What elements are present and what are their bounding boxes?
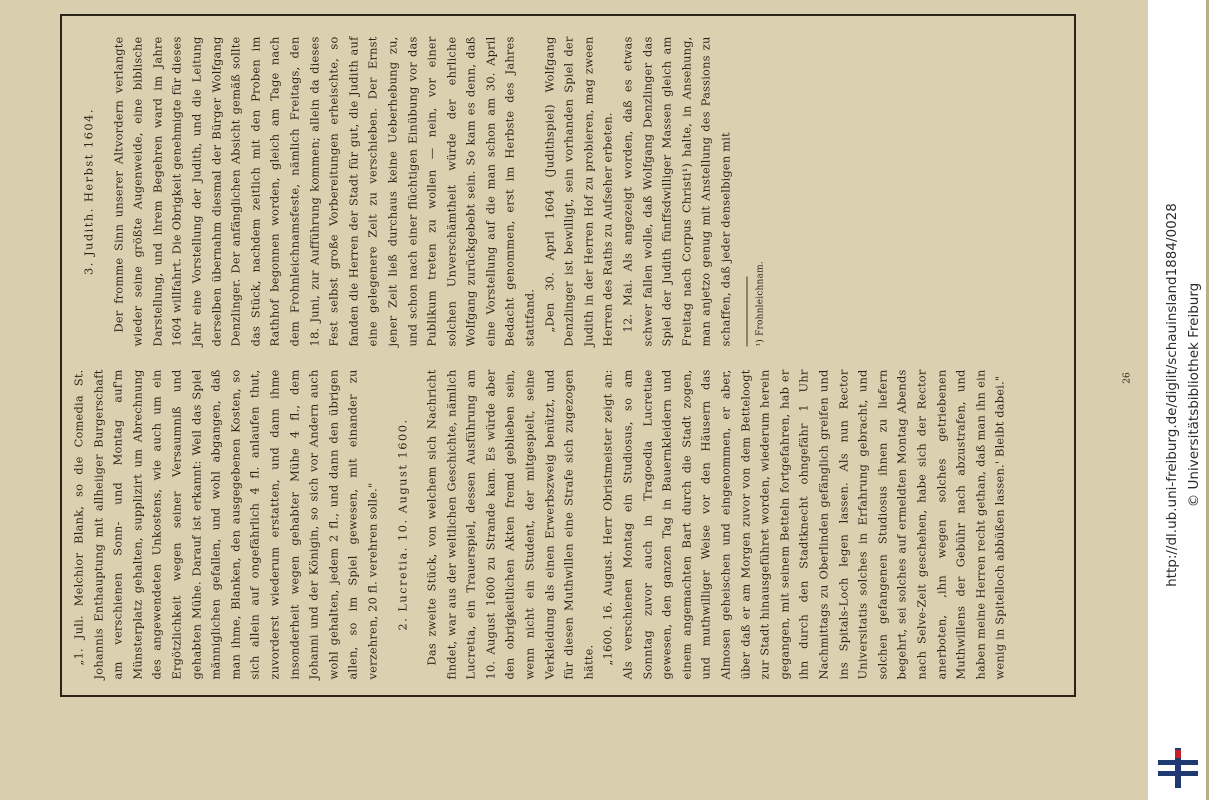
- library-side-strip: [1148, 0, 1206, 800]
- footnote: ¹) Frohnleichnam.: [755, 261, 766, 347]
- section-heading: 3. Judith. Herbst 1604.: [81, 107, 96, 276]
- source-url-link[interactable]: http://dl.ub.uni-freiburg.de/diglit/schauinsland1884/0028: [1164, 203, 1180, 587]
- paragraph: Das zweite Stück, von welchem sich Nachricht findet, war aus der weltlichen Geschichte, nämlich Lucretia, ein Trauerspiel, dessen Ausführung am 10. August 1600 zu Strande kam. Es würde aber den obrigkeitlichen Akten fremd geblieben sein, wenn nicht ein Student, der mitgespielt, seine Verkleidung als einen Erwerbszweig benützt, und für diesen Muthwillen eine Strafe sich zugezogen hätte.: [424, 369, 596, 680]
- paragraph: „1. Juli. Melchior Blank, so die Comedia St. Johannis Enthauptung mit allheiiger Burgerschaft am verschienen Sonn- und Montag auf'm Münsterplatz gehalten, supplizirt um Abrechnung des angewendeten Unkostens, wie auch um ein Ergötzlichkeit wegen seiner Versaumniß und gehabten Mühe. Darauf ist erkannt: Weil das Spiel männiglichen gefallen, und wohl abgangen, daß man ihme, Blanken, den ausgegebenen Kosten, so sich allein auf ongefährlich 4 fl. anlaufen thut, zuvorderst wiederum erstatten, und dann ihme insonderheit wegen gehabter Mühe 4 fl., dem Johanni und der Königin, so sich vor Andern auch wohl gehalten, jedem 2 fl., und dann den übrigen allen, so im Spiel gewesen, mit einander zu verzehren, 20 fl. verehren solle.": [71, 369, 380, 680]
- page-frame: [60, 14, 1133, 697]
- paragraph: „1600. 16. August. Herr Obristmeister zeigt an: Als verschienen Montag ein Studiosus, so am Sonntag zuvor auch in Tragoedia Lucretiae gewesen, den ganzen Tag in Bauernkleidern und einem angemachten Bart durch die Stadt zogen, und muthwilliger Weise vor den Häusern das Almosen geheischen und eingenommen, er aber, über daß er am Morgen zuvor von dem Betteloogt zur Stadt hinausgeführet worden, wiederum herein gegangen, mit seinem Betteln fortgefahren, hab er ihn durch den Stadtknecht ohngefähr 1 Uhr Nachmittags zu Oberlinden gefänglich greifen und ins Spitals-Loch legen lassen. Als nun Rector Universitatis solches in Erfahrung gebracht, und solchen gefangenen Studiosus ihnen zu liefern begehrt, sei solches auf ermeldten Montag Abends nach Selve-Zeit geschehen, habe sich der Rector anerboten, ‚ihn wegen solches getriebenen Muthwillens der Gebühr nach abzustrafen, und haben meine Herren recht gethan, daß man ihn ein wenig in Spitelloch abbüßen lassen.' Bleibt dabei.": [600, 369, 1007, 680]
- text-column-left: [70, 370, 1070, 680]
- side-text: [1164, 15, 1202, 775]
- ub-freiburg-logo-icon: [1158, 748, 1198, 788]
- paragraph: Der fromme Sinn unserer Altvordern verlangte wieder seine größte Augenweide, eine biblische Darstellung, und ihrem Begehren ward im Jahre 1604 willfahrt. Die Obrigkeit genehmigte für dieses Jahr eine Vorstellung der Judith, und die Leitung derselben übernahm diesmal der Bürger Wolfgang Denzlinger. Der anfänglichen Absicht gemäß sollte das Stück, nachdem zeitlich mit den Proben im Rathhof begonnen worden, gleich am Tage nach dem Frohnleichnamsfeste, nämlich Freitags, den 18. Juni, zur Aufführung kommen; allein da dieses Fest selbst große Vorbereitungen erheischte, so fanden die Herren der Stadt für gut, die Judith auf eine gelegenere Zeit zu verschieben. Der Ernst jener Zeit ließ durchaus keine Ueberhebung zu, und schon nach einer flüchtigen Einübung vor das Publikum treten zu wollen — nein, vor einer solchen Unverschämtheit würde der ehrliche Wolfgang zurückgebebt sein. So kam es denn, daß eine Vorstellung auf die man schon am 30. April Bedacht genommen, erst im Herbste des Jahres stattfand.: [111, 36, 537, 347]
- rotated-text-block: [70, 25, 1070, 692]
- paragraph: „Den 30. April 1604 (Judithspiel) Wolfgang Denzlinger ist bewilligt, sein vorhanden Spiel der Judith in der Herren Hof zu probieren, mag zween Herren des Raths zu Aufseher erbeten.: [542, 36, 615, 347]
- paragraph: 12. Mai. Als angezeigt worden, daß es etwas schwer fallen wolle, daß Wolfgang Denzlinger das Spiel der Judith fünffsdwilliger Massen gleich am Freitag nach Corpus Christi¹) halte, in Ansehung, man anjetzo genug mit Anstellung des Passions zu schaffen, daß jeder denselbigen mit: [620, 36, 733, 347]
- copyright-credit: © Universitätsbibliothek Freiburg: [1186, 282, 1202, 508]
- text-column-right: [70, 37, 1070, 347]
- section-heading: 2. Lucretia. 10. August 1600.: [395, 418, 409, 631]
- page-number: 26: [1122, 372, 1133, 384]
- footnote-rule: [746, 277, 747, 347]
